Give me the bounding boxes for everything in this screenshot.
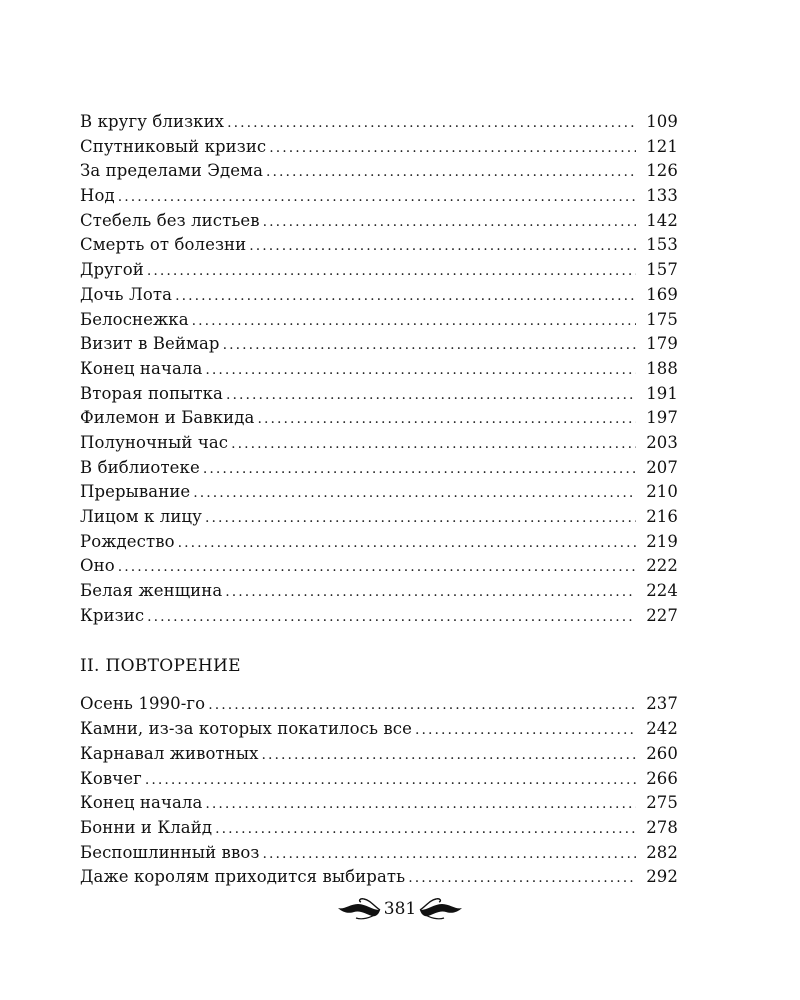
toc-entry	[80, 482, 678, 507]
dot-leader	[266, 164, 636, 180]
toc-entry	[80, 818, 678, 843]
dot-leader	[249, 238, 636, 254]
toc-entry-page-number: 237	[646, 694, 678, 714]
toc-entry-title: Конец начала	[80, 358, 203, 378]
dot-leader	[408, 870, 636, 886]
toc-entry-page-number: 175	[646, 309, 678, 329]
dot-leader	[203, 461, 636, 477]
toc-entry	[80, 186, 678, 211]
toc-entry-title: Конец начала	[80, 793, 203, 813]
toc-entry-page-number: 207	[646, 457, 678, 477]
toc-entry-page-number: 278	[646, 817, 678, 837]
table-of-contents	[80, 112, 678, 892]
toc-entry	[80, 334, 678, 359]
toc-entry-title: Лицом к лицу	[80, 507, 202, 526]
dot-leader	[257, 411, 636, 427]
dot-leader	[225, 584, 636, 600]
toc-entry	[80, 137, 678, 162]
toc-entry-title: В библиотеке	[80, 457, 200, 477]
toc-entry	[80, 433, 678, 458]
toc-entry-page-number: 142	[646, 210, 678, 230]
toc-entry-title: Визит в Веймар	[80, 334, 220, 354]
toc-entry-title: Камни, из-за которых покатилось все	[80, 719, 413, 739]
dot-leader	[227, 115, 636, 131]
toc-entry-page-number: 292	[646, 867, 678, 887]
toc-entry-page-number: 121	[646, 136, 678, 156]
toc-entry-title: Белоснежка	[80, 309, 189, 329]
toc-entry	[80, 260, 678, 285]
toc-entry-title: Спутниковый кризис	[80, 136, 267, 156]
toc-entry	[80, 556, 678, 581]
toc-entry	[80, 867, 678, 892]
toc-entry-title: В кругу близких	[80, 112, 225, 131]
toc-entry-title: Рождество	[80, 531, 175, 551]
toc-entry-page-number: 109	[646, 112, 678, 131]
toc-list-part-2	[80, 694, 678, 892]
toc-entry-page-number: 179	[646, 334, 678, 354]
dot-leader	[147, 263, 636, 279]
dot-leader	[223, 337, 636, 353]
toc-entry-title: Другой	[80, 260, 144, 280]
dot-leader	[262, 846, 636, 862]
toc-entry-title: Ковчег	[80, 768, 142, 788]
toc-entry-page-number: 242	[646, 719, 678, 739]
toc-entry-title: Беспошлинный ввоз	[80, 842, 260, 862]
toc-entry-page-number: 169	[646, 284, 678, 304]
dot-leader	[193, 485, 636, 501]
dot-leader	[415, 722, 636, 738]
dot-leader	[269, 140, 636, 156]
toc-entry-title: Дочь Лота	[80, 284, 173, 304]
toc-entry	[80, 359, 678, 384]
dot-leader	[215, 821, 636, 837]
toc-entry-title: Оно	[80, 556, 115, 576]
toc-entry	[80, 211, 678, 236]
toc-entry	[80, 744, 678, 769]
toc-entry-page-number: 227	[646, 605, 678, 625]
toc-entry-title: Стебель без листьев	[80, 210, 260, 230]
dot-leader	[192, 313, 636, 329]
toc-entry-title: Карнавал животных	[80, 743, 259, 763]
dot-leader	[226, 387, 636, 403]
flourish-left-icon	[336, 896, 382, 922]
flourish-right-icon	[418, 896, 464, 922]
toc-entry	[80, 793, 678, 818]
toc-entry-title: Прерывание	[80, 482, 191, 502]
dot-leader	[118, 189, 636, 205]
toc-entry	[80, 769, 678, 794]
toc-entry	[80, 458, 678, 483]
page-footer	[0, 896, 800, 922]
toc-entry-page-number: 210	[646, 482, 678, 502]
toc-entry-page-number: 126	[646, 161, 678, 181]
dot-leader	[175, 288, 636, 304]
toc-entry-title: За пределами Эдема	[80, 161, 264, 181]
toc-entry-page-number: 157	[646, 260, 678, 280]
toc-entry-title: Белая женщина	[80, 581, 223, 601]
dot-leader	[205, 796, 636, 812]
dot-leader	[178, 535, 636, 551]
toc-entry-page-number: 191	[646, 383, 678, 403]
page-number: 381	[383, 899, 417, 919]
toc-entry	[80, 384, 678, 409]
toc-entry-page-number: 219	[646, 531, 678, 551]
toc-entry	[80, 408, 678, 433]
toc-entry	[80, 719, 678, 744]
toc-entry-page-number: 224	[646, 581, 678, 601]
toc-entry	[80, 235, 678, 260]
dot-leader	[263, 214, 636, 230]
toc-entry-page-number: 282	[646, 842, 678, 862]
toc-entry-title: Кризис	[80, 605, 145, 625]
dot-leader	[231, 436, 636, 452]
toc-entry-page-number: 203	[646, 432, 678, 452]
dot-leader	[262, 747, 636, 763]
toc-entry-page-number: 216	[646, 507, 678, 526]
toc-entry-page-number: 275	[646, 793, 678, 813]
toc-entry-title: Осень 1990-го	[80, 694, 206, 714]
toc-entry	[80, 581, 678, 606]
toc-entry	[80, 310, 678, 335]
toc-entry-page-number: 266	[646, 768, 678, 788]
toc-entry-title: Вторая попытка	[80, 383, 223, 403]
dot-leader	[147, 609, 636, 625]
toc-entry-title: Даже королям приходится выбирать	[80, 867, 406, 887]
toc-entry-page-number: 197	[646, 408, 678, 428]
toc-entry-title: Полуночный час	[80, 432, 229, 452]
toc-entry	[80, 843, 678, 868]
toc-entry	[80, 285, 678, 310]
toc-entry-title: Нод	[80, 186, 115, 206]
toc-entry	[80, 694, 678, 719]
dot-leader	[118, 559, 636, 575]
toc-entry-page-number: 153	[646, 235, 678, 255]
toc-entry-title: Бонни и Клайд	[80, 817, 213, 837]
toc-entry	[80, 161, 678, 186]
dot-leader	[145, 772, 636, 788]
toc-entry-page-number: 133	[646, 186, 678, 206]
toc-entry	[80, 507, 678, 532]
toc-entry-page-number: 222	[646, 556, 678, 576]
dot-leader	[205, 362, 636, 378]
toc-entry	[80, 112, 678, 137]
toc-list-part-1	[80, 112, 678, 630]
toc-entry	[80, 606, 678, 631]
toc-entry-page-number: 260	[646, 743, 678, 763]
dot-leader	[208, 697, 636, 713]
toc-entry-page-number: 188	[646, 358, 678, 378]
section-heading: II. ПОВТОРЕНИЕ	[80, 656, 241, 677]
toc-entry-title: Смерть от болезни	[80, 235, 247, 255]
toc-entry	[80, 532, 678, 557]
dot-leader	[205, 510, 636, 526]
toc-entry-title: Филемон и Бавкида	[80, 408, 255, 428]
